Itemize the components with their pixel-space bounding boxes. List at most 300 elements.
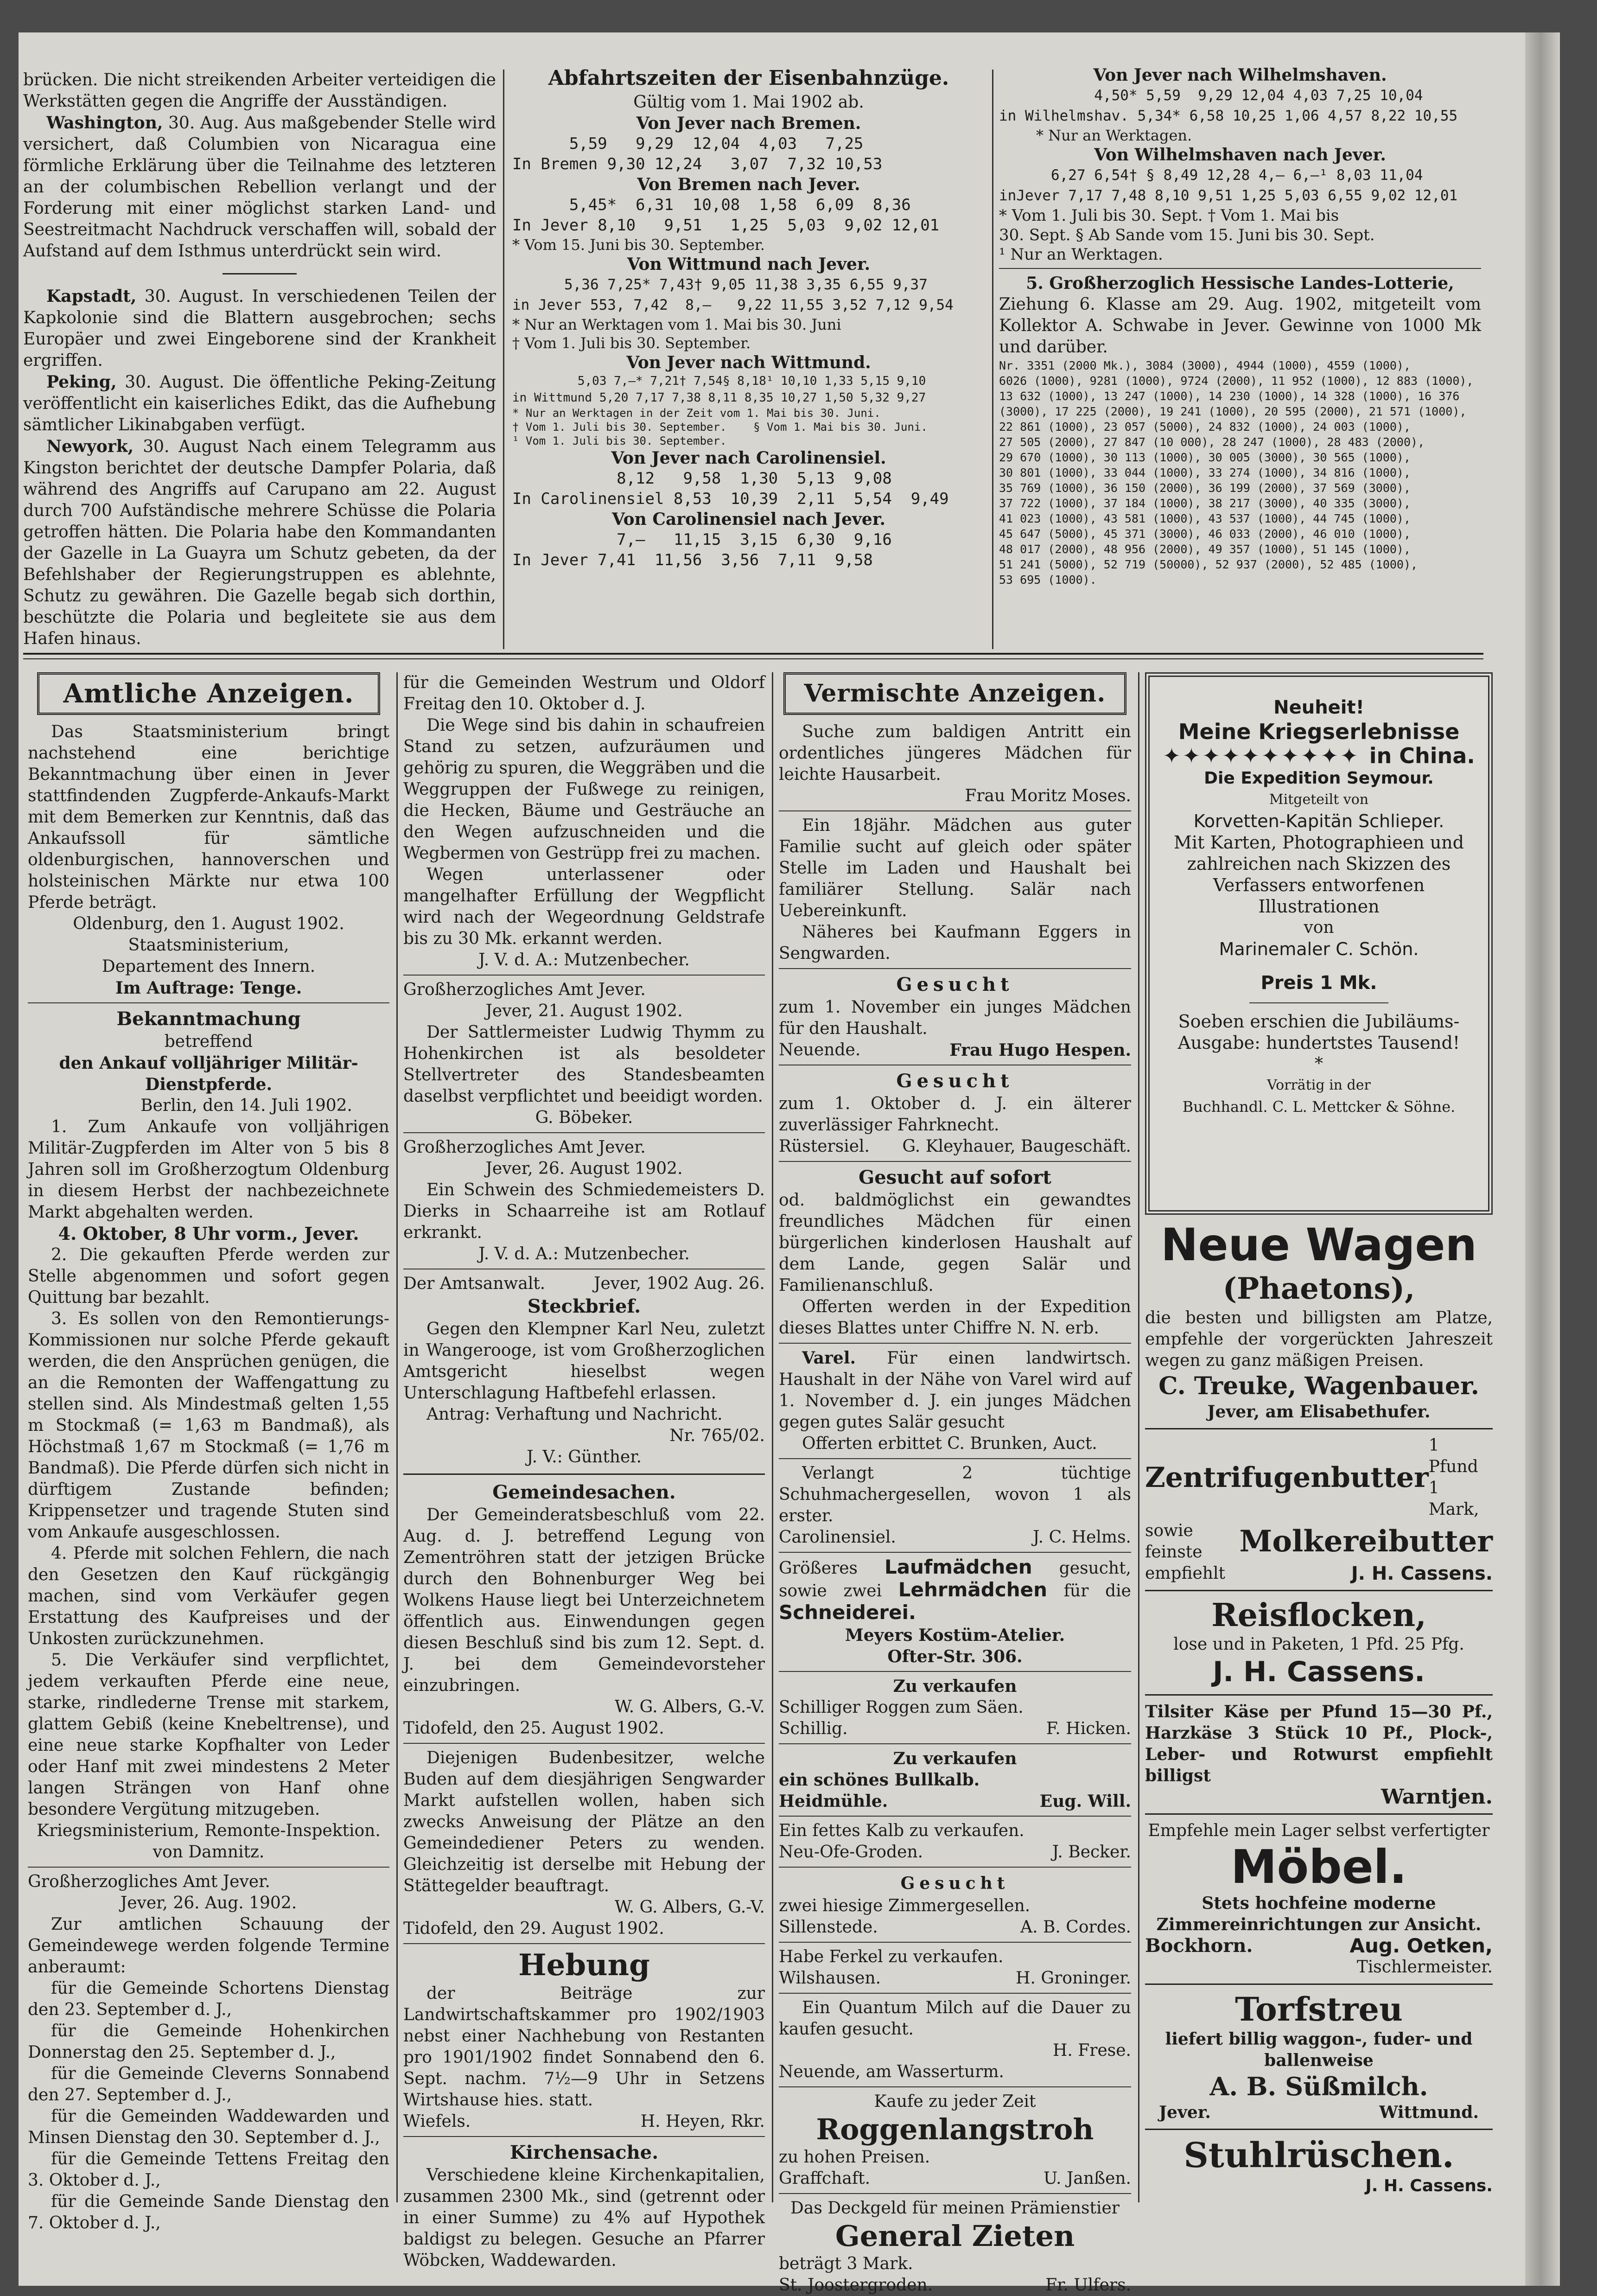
route-heading: Von Wittmund nach Jever. xyxy=(627,255,871,274)
route-note: † Vom 1. Juli bis 30. September. xyxy=(512,334,751,352)
ad-place: Neuende, am Wasserturm. xyxy=(779,2062,1004,2081)
notice-heading: Gemeindesachen. xyxy=(492,1481,676,1503)
ad-signature: Fr. Ulfers. xyxy=(1045,2276,1131,2295)
lottery-numbers xyxy=(999,358,1481,587)
ad-heading: Gesucht xyxy=(896,1070,1014,1092)
news-paragraph: brücken. Die nicht streikenden Arbeiter verteidigen die Werkstätten gegen die Angriffe der Ausständigen. xyxy=(23,70,496,111)
route-note: ¹ Nur an Werktagen. xyxy=(999,245,1163,264)
timetable-valid: Gültig vom 1. Mai 1902 ab. xyxy=(633,93,864,112)
ad-headline: Torfstreu xyxy=(1235,1990,1403,2028)
ad-signature-row xyxy=(779,1968,1131,1989)
ad-text: sowie feinste xyxy=(1145,1521,1203,1562)
ad-signature-row xyxy=(779,1842,1131,1863)
ad-row xyxy=(1145,1435,1493,1520)
ad-text: zwei hiesige Zimmergesellen. xyxy=(779,1896,1031,1915)
notice-highlight: 4. Oktober, 8 Uhr vorm., Jever. xyxy=(58,1223,359,1244)
ad-signature: H. Groninger. xyxy=(1016,1969,1131,1988)
notice-item: 2. Die gekauften Pferde werden zur Stelle abgenommen und sofort gegen Quittung bar bezahlt. xyxy=(28,1245,389,1307)
divider xyxy=(779,1552,1131,1553)
news-text: 30. August Nach einem Telegramm aus Kingston berichtet der deutsche Dampfer Polaria, daß während des Angriffs auf Carupano am 22. August durch 700 Aufständische mehrere Schüsse die Polaria getroffen hätten. Die Polaria habe den Kommandanten der Gazelle in La Guayra um Schutz gebeten, da der Befehlshaber der Regierungstruppen es ablehnte, Schutz zu gewähren. Die Gazelle begab sich dorthin, beschützte die Polaria und begleitete sie aus dem Hafen hinaus. xyxy=(23,437,496,648)
section-rule xyxy=(23,653,1483,655)
notice-signature: J. V. d. A.: Mutzenbecher. xyxy=(478,1244,690,1263)
ad-text: Stets hochfeine moderne Zimmereinrichtungen zur Ansicht. xyxy=(1156,1894,1482,1934)
divider xyxy=(403,2136,765,2137)
route-row: In Jever 8,10 9,51 1,25 5,03 9,02 12,01 xyxy=(512,216,940,235)
divider xyxy=(779,968,1131,969)
ad-price: Preis 1 Mk. xyxy=(1260,972,1377,994)
column-rule xyxy=(396,672,398,2202)
notice-signature: W. G. Albers, G.-V. xyxy=(615,1697,765,1716)
route-heading: Von Jever nach Wittmund. xyxy=(626,353,871,372)
notice-text: Der Gemeinderatsbeschluß vom 22. Aug. d. J. betreffend Legung von Zementröhren statt der jetzigen Brücke durch den Bohnenburger Weg bei Wolkens Hause liegt bei Unterzeichnetem öffentlich aus. Einwendungen gegen diesen Beschluß sind bis zum 12. Sept. d. J. bei dem Gemeindevorsteher einzubringen. xyxy=(403,1505,765,1695)
notice-subheading: den Ankauf volljähriger Militär-Dienstpferde. xyxy=(59,1053,358,1094)
notice-text: Diejenigen Budenbesitzer, welche Buden auf dem diesjährigen Sengwarder Markt aufstellen wollen, haben sich zwecks Anweisung der Plätze an den Gemeindediener Peters zu wenden. Gleichzeitig ist derselbe mit Hebung der Stättegelder beauftragt. xyxy=(403,1748,765,1895)
route-row: in Jever 553, 7,42 8,— 9,22 11,55 3,52 7,12 9,54 xyxy=(512,297,954,313)
ad-shop: Buchhandl. C. L. Mettcker & Söhne. xyxy=(1182,1098,1456,1116)
ad-signature: A. B. Süßmilch. xyxy=(1209,2072,1428,2101)
route-row: 8,12 9,58 1,30 5,13 9,08 xyxy=(512,469,892,488)
ad-headline: Neue Wagen xyxy=(1161,1219,1477,1271)
misc-ads-column xyxy=(779,672,1131,2295)
lottery-number-line: 48 017 (2000), 48 956 (2000), 49 357 (1000), 51 145 (1000), xyxy=(999,542,1411,556)
notice-signature: Departement des Innern. xyxy=(102,957,316,976)
divider xyxy=(779,1867,1131,1868)
ad-headline: Reisflocken, xyxy=(1211,1597,1426,1634)
notice-date: Jever, 26. Aug. 1902. xyxy=(120,1894,297,1913)
notice-date: Jever, 1902 Aug. 26. xyxy=(594,1274,765,1293)
ad-row xyxy=(1145,1520,1493,1563)
ad-headline: Stuhlrüschen. xyxy=(1183,2136,1454,2175)
notice-heading: Bekanntmachung xyxy=(116,1008,301,1030)
ad-text: Suche zum baldigen Antritt ein ordentliches jüngeres Mädchen für leichte Hausarbeit. xyxy=(779,722,1131,784)
ad-signature: Frau Hugo Hespen. xyxy=(949,1040,1131,1060)
ad-text: Soeben erschien die Jubiläums-Ausgabe: hundertstes Tausend! xyxy=(1177,1011,1460,1053)
ad-heading: Gesucht xyxy=(896,974,1014,995)
ad-address: Ofter-Str. 306. xyxy=(887,1647,1023,1666)
lottery-number-line: 35 769 (1000), 36 150 (2000), 36 199 (2000), 37 569 (3000), xyxy=(999,481,1411,495)
ad-text: beträgt 3 Mark. xyxy=(779,2254,913,2273)
notice-number: Nr. 765/02. xyxy=(669,1426,765,1445)
ad-keyword: Lehrmädchen xyxy=(898,1578,1047,1601)
divider xyxy=(1145,1813,1493,1815)
ad-place: Wittmund. xyxy=(1379,2103,1479,2122)
route-row: 5,36 7,25* 7,43† 9,05 11,38 3,35 6,55 9,37 xyxy=(512,276,928,293)
notice-subheading: betreffend xyxy=(164,1032,253,1051)
ad-text: zum 1. November ein junges Mädchen für den Haushalt. xyxy=(779,998,1131,1038)
ad-text: od. baldmöglichst ein gewandtes freundliches Mädchen für einen bürgerlichen kinderlosen Haushalt auf dem Lande, gegen Salär und Familienanschluß. xyxy=(779,1191,1131,1295)
divider xyxy=(403,1943,765,1944)
lottery-number-line: 37 722 (1000), 37 184 (1000), 38 217 (3000), 40 335 (3000), xyxy=(999,497,1411,510)
lottery-number-line: 51 241 (5000), 52 719 (50000), 52 937 (2000), 52 485 (1000), xyxy=(999,558,1418,571)
notice-text: Antrag: Verhaftung und Nachricht. xyxy=(426,1405,723,1424)
ad-text: Tilsiter Käse per Pfund 15—30 Pf., Harzkäse 3 Stück 10 Pf., Plock-, Leber- und Rotwurst empfiehlt billigst xyxy=(1145,1702,1493,1786)
ad-signature: Eug. Will. xyxy=(1039,1792,1131,1811)
divider xyxy=(779,2086,1131,2087)
ad-text: Habe Ferkel zu verkaufen. xyxy=(779,1947,1004,1966)
ad-text: * xyxy=(1315,1054,1323,1073)
divider xyxy=(1145,1694,1493,1696)
divider xyxy=(999,268,1481,269)
route-heading: Von Jever nach Wilhelmshaven. xyxy=(1093,65,1387,85)
ad-text: Das Deckgeld für meinen Prämienstier xyxy=(790,2199,1120,2218)
ad-row xyxy=(1145,1935,1493,1957)
ad-headline: Zentrifugenbutter xyxy=(1145,1461,1429,1494)
ad-headline: Meine Kriegserlebnisse xyxy=(1178,719,1460,744)
ad-signature-row xyxy=(779,1917,1131,1938)
notices-column-2 xyxy=(403,672,765,2270)
notice-signature: G. Böbeker. xyxy=(535,1108,633,1127)
route-row: 5,45* 6,31 10,08 1,58 6,09 8,36 xyxy=(512,196,911,214)
notice-date: Berlin, den 14. Juli 1902. xyxy=(140,1096,352,1115)
notice-text: Verschiedene kleine Kirchenkapitalien, zusammen 2300 Mk., sind (getrennt oder in einer Summe) zu 4% auf Hypothek baldigst zu belegen. Gesuche an Pfarrer Wöbcken, Waddewarden. xyxy=(403,2166,765,2270)
divider xyxy=(779,1993,1131,1994)
ad-price: 1 Mark, xyxy=(1428,1479,1479,1519)
notice-date: Oldenburg, den 1. August 1902. xyxy=(73,914,344,933)
ad-keyword: Schneiderei. xyxy=(779,1601,916,1624)
ad-place: Rüstersiel. xyxy=(779,1137,870,1156)
ad-signature-row xyxy=(779,1040,1131,1061)
section-banner xyxy=(37,672,380,715)
divider xyxy=(779,810,1131,811)
divider xyxy=(779,1458,1131,1459)
route-row: in Wittmund 5,20 7,17 7,38 8,11 8,35 10,27 1,50 5,32 9,27 xyxy=(512,391,926,405)
train-timetable xyxy=(512,65,985,649)
ad-subheadline: (Phaetons), xyxy=(1222,1271,1415,1306)
ad-signature-row xyxy=(779,1527,1131,1548)
notice-text: Wegen unterlassener oder mangelhafter Erfüllung der Wegpflicht wird nach der Wegeordnung Geldstrafe bis zu 30 Mk. erkannt werden. xyxy=(403,865,765,948)
lottery-number-line: 41 023 (1000), 43 581 (1000), 43 537 (1000), 44 745 (1000), xyxy=(999,512,1411,525)
lottery-number-line: 30 801 (1000), 33 044 (1000), 33 274 (1000), 34 816 (1000), xyxy=(999,466,1411,479)
ad-signature: J. H. Cassens. xyxy=(1213,1656,1425,1688)
lottery-number-line: 45 647 (5000), 45 371 (3000), 46 033 (2000), 46 010 (1000), xyxy=(999,527,1411,541)
place-name: Peking, xyxy=(46,372,117,392)
route-row: In Carolinensiel 8,53 10,39 2,11 5,54 9,49 xyxy=(512,490,949,508)
notice-heading: Steckbrief. xyxy=(527,1295,641,1317)
section-title: Vermischte Anzeigen. xyxy=(804,679,1106,708)
ad-text: Kaufe zu jeder Zeit xyxy=(874,2092,1036,2111)
notice-date: Tidofeld, den 25. August 1902. xyxy=(403,1719,664,1738)
section-banner xyxy=(783,672,1126,715)
notice-date: Tidofeld, den 29. August 1902. xyxy=(403,1919,664,1938)
ad-text xyxy=(779,1347,1131,1433)
display-ads-column xyxy=(1145,672,1493,2258)
column-rule xyxy=(772,672,773,2202)
notice-text: Ein Schwein des Schmiedemeisters D. Dierks in Schaarreihe ist am Rotlauf erkrankt. xyxy=(403,1180,765,1242)
news-text: 30. Aug. Aus maßgebender Stelle wird versichert, daß Columbien von Nicaragua eine förmliche Erklärung über die Teilnahme des letzteren an der columbischen Rebellion verlangt und der Forderung mit einer möglichst starken Land- und Seestreitmacht Nachdruck verschaffen will, sobald der Aufstand auf dem Isthmus unterdrückt sein wird. xyxy=(23,114,496,261)
column-rule xyxy=(992,70,993,649)
lottery-number-line: Nr. 3351 (2000 Mk.), 3084 (3000), 4944 (1000), 4559 (1000), xyxy=(999,359,1411,372)
ad-signature: H. Frese. xyxy=(1053,2041,1131,2060)
notice-item: 1. Zum Ankaufe von volljährigen Militär-Zugpferden im Alter von 5 bis 8 Jahren soll im Großherzogtum Oldenburg in diesem Herbst der nachbezeichnete Markt abgehalten werden. xyxy=(28,1117,389,1222)
notice-signature: von Damnitz. xyxy=(153,1843,265,1862)
newspaper-page xyxy=(19,32,1544,2295)
short-divider xyxy=(223,273,297,274)
ad-text: Offerten werden in der Expedition dieses Blattes unter Chiffre N. N. erb. xyxy=(779,1297,1131,1338)
ad-word: Größeres xyxy=(779,1559,858,1578)
lottery-number-line: 27 505 (2000), 27 847 (10 000), 28 247 (1000), 28 483 (2000), xyxy=(999,435,1425,449)
divider xyxy=(403,1473,765,1475)
ad-text: Ein Quantum Milch auf die Dauer zu kaufen gesucht. xyxy=(779,1998,1131,2039)
news-paragraph xyxy=(23,286,496,371)
lottery-number-line: 22 861 (1000), 23 057 (5000), 24 832 (1000), 24 003 (1000), xyxy=(999,420,1411,434)
news-paragraph xyxy=(23,436,496,650)
notice-header: Der Amtsanwalt. xyxy=(403,1274,546,1293)
ad-keyword: Laufmädchen xyxy=(884,1556,1032,1578)
lottery-number-line: 13 632 (1000), 13 247 (1000), 14 230 (1000), 14 328 (1000), 16 376 xyxy=(999,389,1460,403)
route-row: 5,03 7,—* 7,21† 7,54§ 8,18¹ 10,10 1,33 5,15 9,10 xyxy=(512,374,926,388)
divider xyxy=(403,1743,765,1744)
ad-subtitle: Die Expedition Seymour. xyxy=(1204,769,1434,788)
notice-signature: Staatsministerium, xyxy=(128,936,289,955)
ad-headline: Molkereibutter xyxy=(1239,1524,1493,1559)
ad-signature-row xyxy=(779,1136,1131,1157)
ad-heading: Zu verkaufen xyxy=(893,1749,1017,1768)
news-paragraph xyxy=(23,371,496,436)
divider xyxy=(779,1816,1131,1817)
notice-item: 4. Pferde mit solchen Fehlern, die nach den Gesetzen den Kauf rückgängig machen, sind vom Verkäufer gegen Erstattung des Kaufpreises und der Unkosten zurückzunehmen. xyxy=(28,1544,389,1648)
ad-kicker: Neuheit! xyxy=(1273,697,1364,718)
column-rule xyxy=(503,70,504,649)
ad-heading: Gesucht xyxy=(900,1874,1010,1893)
ad-signature: Aug. Oetken, xyxy=(1349,1934,1493,1957)
news-paragraph xyxy=(23,112,496,262)
place-name: Newyork, xyxy=(46,437,134,456)
divider xyxy=(1145,1983,1493,1985)
ad-illustrator: Marinemaler C. Schön. xyxy=(1219,939,1419,959)
ad-word: für die xyxy=(1063,1582,1131,1601)
divider xyxy=(28,1002,389,1003)
notice-text: für die Gemeinden Westrum und Oldorf Freitag den 10. Oktober d. J. xyxy=(403,673,765,714)
ad-text: lose und in Paketen, 1 Pfd. 25 Pfg. xyxy=(1173,1635,1464,1654)
notice-signature: W. G. Albers, G.-V. xyxy=(615,1898,765,1917)
ad-address: Jever, am Elisabethufer. xyxy=(1207,1402,1431,1422)
news-text: 30. August. In verschiedenen Teilen der Kapkolonie sind die Blattern ausgebrochen; sechs Europäer und zwei Eingeborene sind der Krankheit ergriffen. xyxy=(23,287,496,370)
route-heading: Von Jever nach Carolinensiel. xyxy=(611,448,886,468)
notice-text: Zur amtlichen Schauung der Gemeindewege werden folgende Termine anberaumt: xyxy=(28,1915,389,1977)
notice-signature: Im Auftrage: Tenge. xyxy=(115,978,302,998)
section-rule xyxy=(23,658,1483,659)
notice-item: für die Gemeinde Schortens Dienstag den 23. September d. J., xyxy=(28,1979,389,2019)
ad-signature: J. Becker. xyxy=(1052,1843,1131,1862)
ad-price: 1 Pfund xyxy=(1428,1436,1478,1476)
ad-price-block xyxy=(1429,1435,1493,1520)
notice-item: 5. Die Verkäufer sind verpflichtet, jedem verkauften Pferde eine neue, starke, rindlederne Trense mit starkem, glattem Gebiß (keine Knebeltrense), und eine neue starke Kopfhalter von Leder oder Hanf mit zwei mindestens 2 Meter langen Strängen von Hanf ohne besondere Vergütung mitzugeben. xyxy=(28,1651,389,1819)
ad-text: Vorrätig in der xyxy=(1267,1077,1371,1093)
notice-signature: Kriegsministerium, Remonte-Inspektion. xyxy=(37,1821,381,1840)
route-row: In Bremen 9,30 12,24 3,07 7,32 10,53 xyxy=(512,155,883,173)
ad-row xyxy=(1145,1563,1493,1584)
divider xyxy=(779,2193,1131,2194)
ad-text: liefert billig waggon-, fuder- und ballenweise xyxy=(1165,2029,1473,2070)
divider xyxy=(779,1671,1131,1672)
lottery-text: Ziehung 6. Klasse am 29. Aug. 1902, mitgeteilt vom Kollektor A. Schwabe in Jever. Gewinne von 1000 Mk und darüber. xyxy=(999,295,1481,357)
ad-text: Näheres bei Kaufmann Eggers in Sengwarden. xyxy=(779,923,1131,963)
ad-signature-row xyxy=(779,2275,1131,2296)
ad-signature: J. H. Cassens. xyxy=(1365,2176,1493,2195)
ad-text: Mit Karten, Photographieen und zahlreichen nach Skizzen des Verfassers entworfenen Illustrationen xyxy=(1174,832,1464,917)
divider xyxy=(779,1743,1131,1744)
ad-place: Sillenstede. xyxy=(779,1918,878,1937)
ad-word: gesucht, xyxy=(1059,1559,1131,1578)
ad-signature-row xyxy=(779,2168,1131,2189)
timetable-lottery-column xyxy=(999,65,1481,649)
ad-text: Empfehle mein Lager selbst verfertigter xyxy=(1148,1821,1490,1840)
notice-text: Die Wege sind bis dahin in schaufreien Stand zu setzen, aufzuräumen und gehörig zu spuren, die Weggräben und die Weggruppen der Fußwege zu reinigen, die Hecken, Bäume und Gesträuche an den Wegen aufzuschneiden und die Wegbermen von Gestrüpp frei zu machen. xyxy=(403,716,765,863)
place-name: Washington, xyxy=(46,113,163,133)
ad-signature: U. Janßen. xyxy=(1043,2169,1131,2188)
ad-word: sowie zwei xyxy=(779,1582,882,1601)
ad-signature: C. Treuke, Wagenbauer. xyxy=(1158,1372,1479,1400)
ad-text: Tischlermeister. xyxy=(1356,1958,1493,1977)
ad-place: Varel. xyxy=(802,1348,856,1368)
notice-text: der Beiträge zur Landwirtschaftskammer pro 1902/1903 nebst einer Nachhebung von Restanten pro 1901/1902 findet Sonnabend den 6. Sept. nachm. 7½—9 Uhr in Setzens Wirtshause hies. statt. xyxy=(403,1984,765,2110)
ad-signature: Warntjen. xyxy=(1381,1785,1493,1809)
ad-place: Schillig. xyxy=(779,1719,848,1738)
ad-text: Ein 18jähr. Mädchen aus guter Familie sucht auf gleich oder später Stelle im Laden und Haushalt bei familiärer Stellung. Salär nach Uebereinkunft. xyxy=(779,816,1131,920)
ad-body: Für einen landwirtsch. Haushalt in der Nähe von Varel wird auf 1. November d. J. ein junges Mädchen gegen gutes Salär gesucht xyxy=(779,1349,1131,1432)
notice-item: für die Gemeinde Hohenkirchen Donnerstag den 25. September d. J., xyxy=(28,2022,389,2062)
notice-header: Großherzogliches Amt Jever. xyxy=(28,1872,270,1891)
ad-place: Neuende. xyxy=(779,1040,861,1059)
ad-signature: Meyers Kostüm-Atelier. xyxy=(845,1626,1065,1645)
ad-signature: J. C. Helms. xyxy=(1033,1528,1131,1547)
route-note: * Nur an Werktagen vom 1. Mai bis 30. Juni xyxy=(512,316,841,333)
route-heading: Von Wilhelmshaven nach Jever. xyxy=(1094,145,1386,165)
route-note: * Nur an Werktagen. xyxy=(1036,127,1192,144)
ad-headline-part: in China. xyxy=(1369,743,1475,768)
notice-text: Das Staatsministerium bringt nachstehend eine berichtige Bekanntmachung über einen in Jever stattfindenden Zugpferde-Ankaufs-Markt mit dem Bemerken zur Kenntnis, daß das Ankaufssoll für sämtliche oldenburgischen, hannoverschen und holsteinischen Märkte nur etwa 100 Pferde beträgt. xyxy=(28,722,389,912)
official-notices-column xyxy=(28,672,389,2258)
route-row: inJever 7,17 7,48 8,10 9,51 1,25 5,03 6,55 9,02 12,01 xyxy=(999,187,1458,204)
ad-headline: Möbel. xyxy=(1231,1840,1407,1894)
ad-place: Graffchaft. xyxy=(779,2169,871,2188)
ad-headline: General Zieten xyxy=(835,2219,1075,2253)
divider xyxy=(1249,1002,1388,1003)
ad-text: zu hohen Preisen. xyxy=(779,2148,930,2167)
divider xyxy=(779,1161,1131,1162)
notice-item: für die Gemeinde Sande Dienstag den 7. Oktober d. J., xyxy=(28,2192,389,2232)
ad-heading: Zu verkaufen xyxy=(893,1677,1017,1696)
notice-heading: Hebung xyxy=(518,1948,650,1983)
news-column xyxy=(23,70,496,649)
notice-text: Gegen den Klempner Karl Neu, zuletzt in Wangerooge, ist vom Großherzoglichen Amtsgericht hieselbst wegen Unterschlagung Haftbefehl erlassen. xyxy=(403,1320,765,1403)
route-note: † Vom 1. Juli bis 30. September. § Vom 1. Mai bis 30. Juni. xyxy=(512,421,928,434)
divider xyxy=(779,1343,1131,1344)
divider xyxy=(28,1867,389,1868)
route-row: 4,50* 5,59 9,29 12,04 4,03 7,25 10,04 xyxy=(999,87,1423,104)
ad-heading: Gesucht auf sofort xyxy=(859,1167,1051,1188)
ad-signature: A. B. Cordes. xyxy=(1020,1918,1131,1937)
ad-signature: F. Hicken. xyxy=(1046,1719,1131,1738)
notice-signature: H. Heyen, Rkr. xyxy=(640,2112,765,2131)
ad-place: Jever. xyxy=(1159,2103,1211,2122)
ad-signature-row xyxy=(779,1791,1131,1812)
ad-text: Offerten erbittet C. Brunken, Auct. xyxy=(802,1434,1097,1453)
timetable-title: Abfahrtszeiten der Eisenbahnzüge. xyxy=(548,66,949,90)
notice-item: 3. Es sollen von den Remontierungs-Kommissionen nur solche Pferde gekauft werden, die den Ansprüchen genügen, die an die Remonten der Waffengattung zu stellen sind. Als Mindestmaß gelten 1,55 m Stockmaß (= 1,63 m Bandmaß), als Höchstmaß 1,67 m Stockmaß (= 1,76 m Bandmaß). Die Pferde dürfen sich nicht in dürftigem Zustande befinden; Krippensetzer und tragende Stuten sind vom Ankaufe ausgeschlossen. xyxy=(28,1309,389,1542)
route-row: 5,59 9,29 12,04 4,03 7,25 xyxy=(512,134,864,153)
ad-text xyxy=(779,1556,1131,1625)
notice-header: Großherzogliches Amt Jever. xyxy=(403,980,646,999)
ad-place: Neu-Ofe-Groden. xyxy=(779,1843,923,1862)
lottery-number-line: 6026 (1000), 9281 (1000), 9724 (2000), 11 952 (1000), 12 883 (1000), xyxy=(999,374,1474,388)
ad-text: Verlangt 2 tüchtige Schuhmachergesellen, wovon 1 als erster. xyxy=(779,1464,1131,1525)
lottery-title: 5. Großherzoglich Hessische Landes-Lotterie, xyxy=(1026,274,1454,293)
ad-place: Wilshausen. xyxy=(779,1969,881,1988)
notice-item: für die Gemeinden Waddewarden und Minsen Dienstag den 30. September d. J., xyxy=(28,2107,389,2147)
ad-row xyxy=(1145,2102,1493,2123)
route-note: * Vom 1. Juli bis 30. Sept. † Vom 1. Mai bis xyxy=(999,206,1339,225)
book-ad-frame xyxy=(1145,672,1493,1215)
section-title: Amtliche Anzeigen. xyxy=(63,678,354,709)
notice-place: Wiefels. xyxy=(403,2112,471,2131)
route-row: in Wilhelmshav. 5,34* 6,58 10,25 1,06 4,57 8,22 10,55 xyxy=(999,108,1458,124)
divider xyxy=(403,975,765,976)
lottery-number-line: (3000), 17 225 (2000), 19 241 (1000), 20 595 (2000), 21 571 (1000), xyxy=(999,405,1467,418)
route-note: * Vom 15. Juni bis 30. September. xyxy=(512,236,765,254)
notice-header-row xyxy=(403,1273,765,1295)
ad-text: von xyxy=(1304,918,1334,937)
ad-place: St. Joostergroden. xyxy=(779,2276,933,2295)
ad-headline xyxy=(1161,744,1477,768)
divider xyxy=(779,1942,1131,1943)
notice-signature: J. V.: Günther. xyxy=(526,1448,642,1467)
route-heading: Von Jever nach Bremen. xyxy=(636,114,861,133)
ad-signature: J. H. Cassens. xyxy=(1351,1563,1493,1584)
column-rule xyxy=(1138,672,1139,2202)
notice-header: Großherzogliches Amt Jever. xyxy=(403,1138,646,1157)
lottery-number-line: 53 695 (1000). xyxy=(999,573,1097,587)
notice-signature: J. V. d. A.: Mutzenbecher. xyxy=(478,950,690,969)
place-name: Kapstadt, xyxy=(46,287,137,306)
divider xyxy=(1145,2129,1493,2130)
notice-item: für die Gemeinde Tettens Freitag den 3. Oktober d. J., xyxy=(28,2149,389,2190)
divider xyxy=(403,1132,765,1133)
notice-date: Jever, 21. August 1902. xyxy=(485,1001,683,1020)
ad-headline: Roggenlangstroh xyxy=(816,2112,1094,2146)
notice-heading: Kirchensache. xyxy=(509,2142,659,2163)
notice-signature-row xyxy=(403,2111,765,2132)
ad-place: Carolinensiel. xyxy=(779,1528,896,1547)
route-note: 30. Sept. § Ab Sande vom 15. Juni bis 30. Sept. xyxy=(999,226,1375,244)
ad-text: empfiehlt xyxy=(1145,1564,1225,1583)
route-note: * Nur an Werktagen in der Zeit vom 1. Mai bis 30. Juni. xyxy=(512,407,881,420)
ad-place: Bockhorn. xyxy=(1145,1935,1253,1957)
ad-text: ein schönes Bullkalb. xyxy=(779,1770,980,1790)
ad-signature: Frau Moritz Moses. xyxy=(965,786,1131,805)
notice-date: Jever, 26. August 1902. xyxy=(485,1159,683,1178)
ad-text: Schilliger Roggen zum Säen. xyxy=(779,1698,1024,1717)
decorative-stars: ✦✦✦✦✦✦✦✦✦✦ xyxy=(1163,743,1369,768)
route-row: 6,27 6,54† § 8,49 12,28 4,— 6,—¹ 8,03 11,04 xyxy=(999,167,1423,184)
route-row: 7,— 11,15 3,15 6,30 9,16 xyxy=(512,530,892,549)
ad-signature-row xyxy=(779,1718,1131,1740)
route-heading: Von Bremen nach Jever. xyxy=(637,175,860,194)
ad-place: Heidmühle. xyxy=(779,1792,888,1811)
divider xyxy=(1145,1590,1493,1591)
ad-text: Mitgeteilt von xyxy=(1269,791,1369,808)
ad-text: zum 1. Oktober d. J. ein älterer zuverlässiger Fahrknecht. xyxy=(779,1094,1131,1135)
lottery-number-line: 29 670 (1000), 30 113 (1000), 30 005 (3000), 30 565 (1000), xyxy=(999,451,1411,464)
ad-text: die besten und billigsten am Platze, empfehle der vorgerückten Jahreszeit wegen zu ganz mäßigen Preisen. xyxy=(1145,1308,1493,1370)
route-heading: Von Carolinensiel nach Jever. xyxy=(611,510,886,529)
route-note: ¹ Vom 1. Juli bis 30. September. xyxy=(512,434,727,447)
ad-author: Korvetten-Kapitän Schlieper. xyxy=(1193,811,1444,831)
ad-text: Ein fettes Kalb zu verkaufen. xyxy=(779,1821,1024,1840)
notice-text: Der Sattlermeister Ludwig Thymm zu Hohenkirchen ist als besoldeter Stellvertreter des Standesbeamten daselbst verpflichtet und beeidigt worden. xyxy=(403,1023,765,1106)
divider xyxy=(1145,1428,1493,1429)
notice-item: für die Gemeinde Cleverns Sonnabend den 27. September d. J., xyxy=(28,2064,389,2105)
